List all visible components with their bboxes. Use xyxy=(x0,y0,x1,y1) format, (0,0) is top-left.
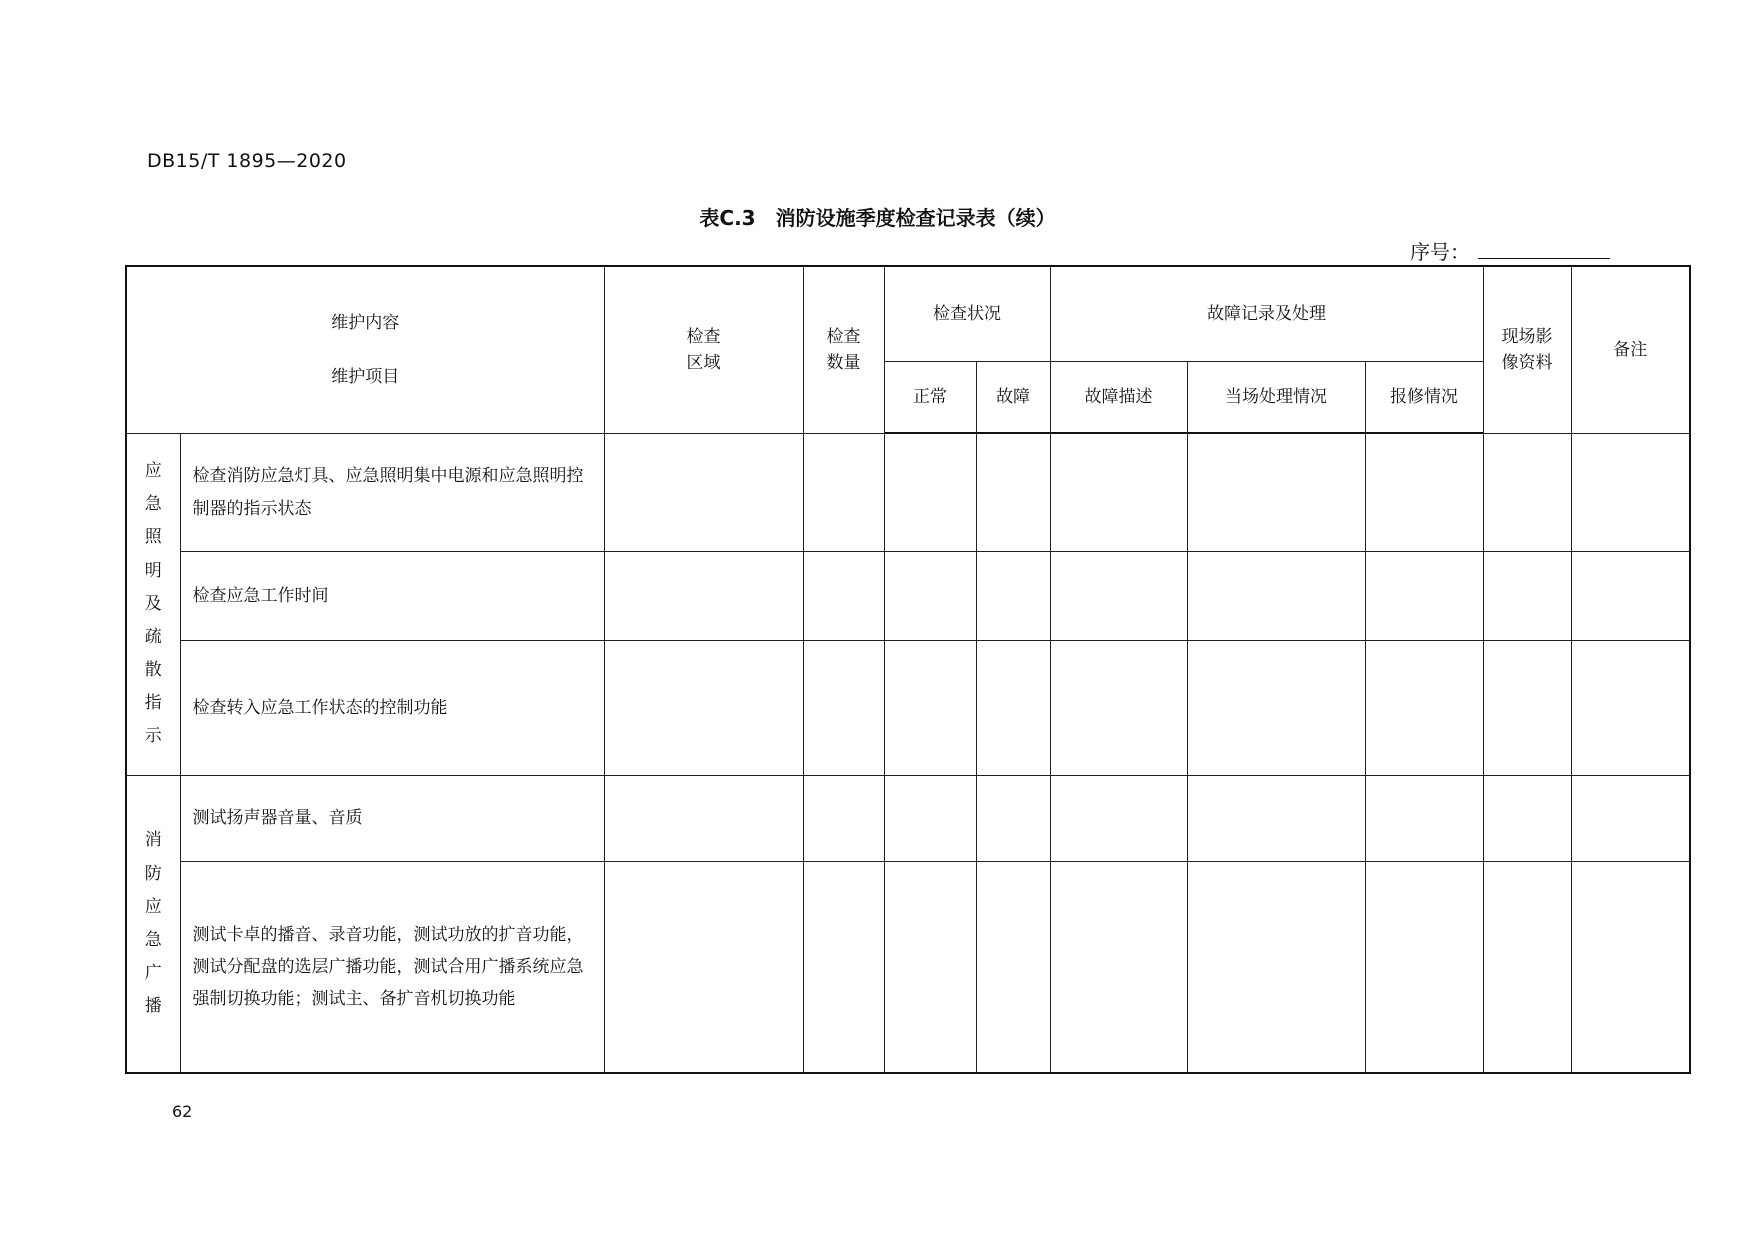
cell-fault[interactable] xyxy=(976,775,1050,861)
maintenance-item: 测试卡卓的播音、录音功能，测试功放的扩音功能，测试分配盘的选层广播功能，测试合用广播系统应急强制切换功能；测试主、备扩音机切换功能 xyxy=(180,861,604,1073)
cell-photo[interactable] xyxy=(1483,433,1571,551)
cell-photo[interactable] xyxy=(1483,775,1571,861)
table-row xyxy=(126,861,1690,1073)
cell-area[interactable] xyxy=(604,552,803,641)
cell-repair-report[interactable] xyxy=(1365,552,1483,641)
header-remarks: 备注 xyxy=(1571,266,1690,433)
cell-onsite-handling[interactable] xyxy=(1187,775,1365,861)
cell-quantity[interactable] xyxy=(803,861,884,1073)
header-maintenance-content: 维护内容 xyxy=(331,312,400,333)
cell-fault-desc[interactable] xyxy=(1050,552,1187,641)
cell-fault[interactable] xyxy=(976,552,1050,641)
cell-fault-desc[interactable] xyxy=(1050,433,1187,551)
cell-normal[interactable] xyxy=(884,552,976,641)
category-emergency-broadcast: 消 防 应 急 广 播 xyxy=(126,775,180,1073)
cell-fault[interactable] xyxy=(976,433,1050,551)
header-fault-record: 故障记录及处理 xyxy=(1050,266,1483,361)
cell-remarks[interactable] xyxy=(1571,641,1690,775)
cell-normal[interactable] xyxy=(884,775,976,861)
cell-onsite-handling[interactable] xyxy=(1187,433,1365,551)
header-fault: 故障 xyxy=(976,361,1050,433)
cell-onsite-handling[interactable] xyxy=(1187,552,1365,641)
header-area-line2: 区域 xyxy=(686,352,721,373)
maintenance-item: 检查消防应急灯具、应急照明集中电源和应急照明控制器的指示状态 xyxy=(180,433,604,551)
inspection-record-table xyxy=(125,265,1691,1074)
cell-remarks[interactable] xyxy=(1571,861,1690,1073)
serial-number-field[interactable] xyxy=(1478,258,1610,259)
header-area-line1: 检查 xyxy=(686,326,721,347)
cell-normal[interactable] xyxy=(884,861,976,1073)
table-row xyxy=(126,552,1690,641)
header-maintenance xyxy=(126,266,604,433)
maintenance-item: 检查转入应急工作状态的控制功能 xyxy=(180,641,604,775)
cell-repair-report[interactable] xyxy=(1365,861,1483,1073)
cell-fault-desc[interactable] xyxy=(1050,861,1187,1073)
header-quantity-line1: 检查 xyxy=(826,326,861,347)
header-repair-report: 报修情况 xyxy=(1365,361,1483,433)
maintenance-item: 检查应急工作时间 xyxy=(180,552,604,641)
table-row xyxy=(126,641,1690,775)
cell-repair-report[interactable] xyxy=(1365,641,1483,775)
header-area xyxy=(604,266,803,433)
cell-fault[interactable] xyxy=(976,641,1050,775)
cell-quantity[interactable] xyxy=(803,775,884,861)
cell-quantity[interactable] xyxy=(803,641,884,775)
header-photo-line1: 现场影 xyxy=(1501,326,1553,347)
header-status: 检查状况 xyxy=(884,266,1050,361)
document-code: DB15/T 1895—2020 xyxy=(147,150,347,172)
header-onsite-handling: 当场处理情况 xyxy=(1187,361,1365,433)
cell-onsite-handling[interactable] xyxy=(1187,861,1365,1073)
cell-normal[interactable] xyxy=(884,433,976,551)
cell-photo[interactable] xyxy=(1483,552,1571,641)
cell-fault[interactable] xyxy=(976,861,1050,1073)
header-photo xyxy=(1483,266,1571,433)
cell-remarks[interactable] xyxy=(1571,552,1690,641)
header-fault-desc: 故障描述 xyxy=(1050,361,1187,433)
page-number: 62 xyxy=(172,1102,193,1121)
table-row xyxy=(126,775,1690,861)
table-title: 表C.3 消防设施季度检查记录表（续） xyxy=(699,206,1056,230)
cell-quantity[interactable] xyxy=(803,552,884,641)
cell-remarks[interactable] xyxy=(1571,775,1690,861)
cell-area[interactable] xyxy=(604,861,803,1073)
header-quantity xyxy=(803,266,884,433)
cell-fault-desc[interactable] xyxy=(1050,641,1187,775)
category-emergency-lighting: 应 急 照 明 及 疏 散 指 示 xyxy=(126,433,180,775)
header-maintenance-item: 维护项目 xyxy=(331,366,400,387)
cell-quantity[interactable] xyxy=(803,433,884,551)
cell-onsite-handling[interactable] xyxy=(1187,641,1365,775)
cell-area[interactable] xyxy=(604,433,803,551)
cell-normal[interactable] xyxy=(884,641,976,775)
cell-area[interactable] xyxy=(604,775,803,861)
cell-photo[interactable] xyxy=(1483,641,1571,775)
cell-remarks[interactable] xyxy=(1571,433,1690,551)
cell-photo[interactable] xyxy=(1483,861,1571,1073)
header-photo-line2: 像资料 xyxy=(1501,352,1553,373)
cell-fault-desc[interactable] xyxy=(1050,775,1187,861)
cell-area[interactable] xyxy=(604,641,803,775)
header-quantity-line2: 数量 xyxy=(826,352,861,373)
serial-number-label: 序号： xyxy=(1410,240,1470,264)
cell-repair-report[interactable] xyxy=(1365,433,1483,551)
maintenance-item: 测试扬声器音量、音质 xyxy=(180,775,604,861)
table-row xyxy=(126,433,1690,551)
header-normal: 正常 xyxy=(884,361,976,433)
cell-repair-report[interactable] xyxy=(1365,775,1483,861)
